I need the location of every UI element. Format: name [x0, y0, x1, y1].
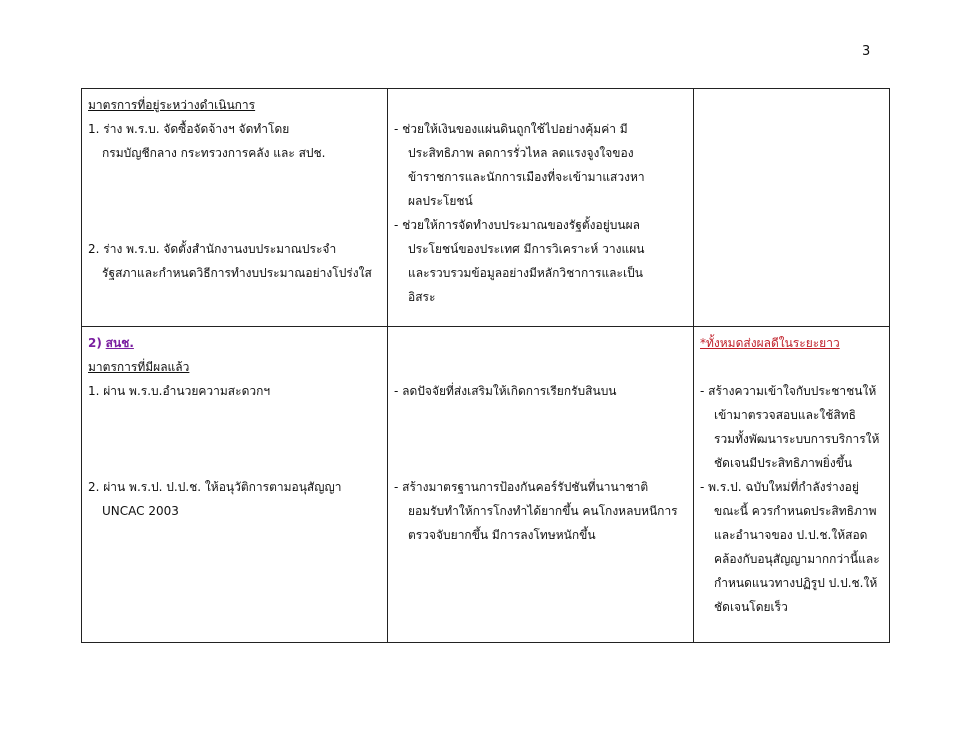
list-item: 2. ผ่าน พ.ร.ป. ป.ป.ช. ให้อนุวัติการตามอนุสัญญา: [88, 480, 342, 494]
benefit-text: ประโยชน์ของประเทศ มีการวิเคราะห์ วางแผน: [408, 242, 645, 256]
note-text: ชัดเจนมีประสิทธิภาพยิ่งขึ้น: [714, 456, 853, 470]
note-text: ชัดเจนโดยเร็ว: [714, 600, 788, 614]
org-number: 2): [88, 336, 102, 350]
section-heading-in-progress: มาตรการที่อยู่ระหว่างดำเนินการ: [88, 98, 256, 112]
org-name: สนช.: [105, 336, 134, 350]
list-item: 2. ร่าง พ.ร.บ. จัดตั้งสำนักงานงบประมาณประจำ: [88, 242, 337, 256]
benefit-text: - ช่วยให้การจัดทำงบประมาณของรัฐตั้งอยู่บนผล: [394, 218, 640, 232]
benefit-text: อิสระ: [408, 290, 436, 304]
row1-benefits-cell: [388, 89, 694, 327]
benefit-text: ตรวจจับยากขึ้น มีการลงโทษหนักขึ้น: [408, 528, 596, 542]
measures-table: [81, 88, 890, 643]
row1-measures-cell: [82, 89, 388, 327]
note-text: และอำนาจของ ป.ป.ช.ให้สอด: [714, 528, 868, 542]
note-text: - สร้างความเข้าใจกับประชาชนให้: [700, 384, 877, 398]
table-row: [82, 89, 890, 327]
list-item-continuation: กรมบัญชีกลาง กระทรวงการคลัง และ สปช.: [102, 146, 326, 160]
section-heading-in-effect: มาตรการที่มีผลแล้ว: [88, 360, 190, 374]
row1-notes-cell: [694, 89, 890, 327]
row2-notes-cell: [694, 327, 890, 643]
benefit-text: - ช่วยให้เงินของแผ่นดินถูกใช้ไปอย่างคุ้มค่า มี: [394, 122, 628, 136]
org-heading: [88, 331, 381, 355]
benefit-text: ยอมรับทำให้การโกงทำได้ยากขึ้น คนโกงหลบหนีการ: [408, 504, 678, 518]
note-text: ขณะนี้ ควรกำหนดประสิทธิภาพ: [714, 504, 877, 518]
note-text: - พ.ร.ป. ฉบับใหม่ที่กำลังร่างอยู่: [700, 480, 859, 494]
list-item-continuation: รัฐสภาและกำหนดวิธีการทำงบประมาณอย่างโปร่งใส: [102, 266, 372, 280]
row2-benefits-cell: [388, 327, 694, 643]
list-item-continuation: UNCAC 2003: [102, 504, 179, 518]
note-text: กำหนดแนวทางปฏิรูป ป.ป.ช.ให้: [714, 576, 878, 590]
benefit-text: ประสิทธิภาพ ลดการรั่วไหล ลดแรงจูงใจของ: [408, 146, 634, 160]
long-term-note: *ทั้งหมดส่งผลดีในระยะยาว: [700, 336, 840, 350]
benefit-text: ข้าราชการและนักการเมืองที่จะเข้ามาแสวงหา: [408, 170, 645, 184]
row2-measures-cell: [82, 327, 388, 643]
list-item: 1. ผ่าน พ.ร.บ.อำนวยความสะดวกฯ: [88, 384, 271, 398]
table-row: [82, 327, 890, 643]
note-text: คล้องกับอนุสัญญามากกว่านี้และ: [714, 552, 880, 566]
benefit-text: และรวบรวมข้อมูลอย่างมีหลักวิชาการและเป็น: [408, 266, 643, 280]
benefit-text: - สร้างมาตรฐานการป้องกันคอร์รัปชันที่นานาชาติ: [394, 480, 649, 494]
note-text: รวมทั้งพัฒนาระบบการบริการให้: [714, 432, 880, 446]
list-item: 1. ร่าง พ.ร.บ. จัดซื้อจัดจ้างฯ จัดทำโดย: [88, 122, 290, 136]
page-number: 3: [862, 44, 871, 59]
benefit-text: - ลดปัจจัยที่ส่งเสริมให้เกิดการเรียกรับสินบน: [394, 384, 617, 398]
note-text: เข้ามาตรวจสอบและใช้สิทธิ: [714, 408, 856, 422]
benefit-text: ผลประโยชน์: [408, 194, 473, 208]
